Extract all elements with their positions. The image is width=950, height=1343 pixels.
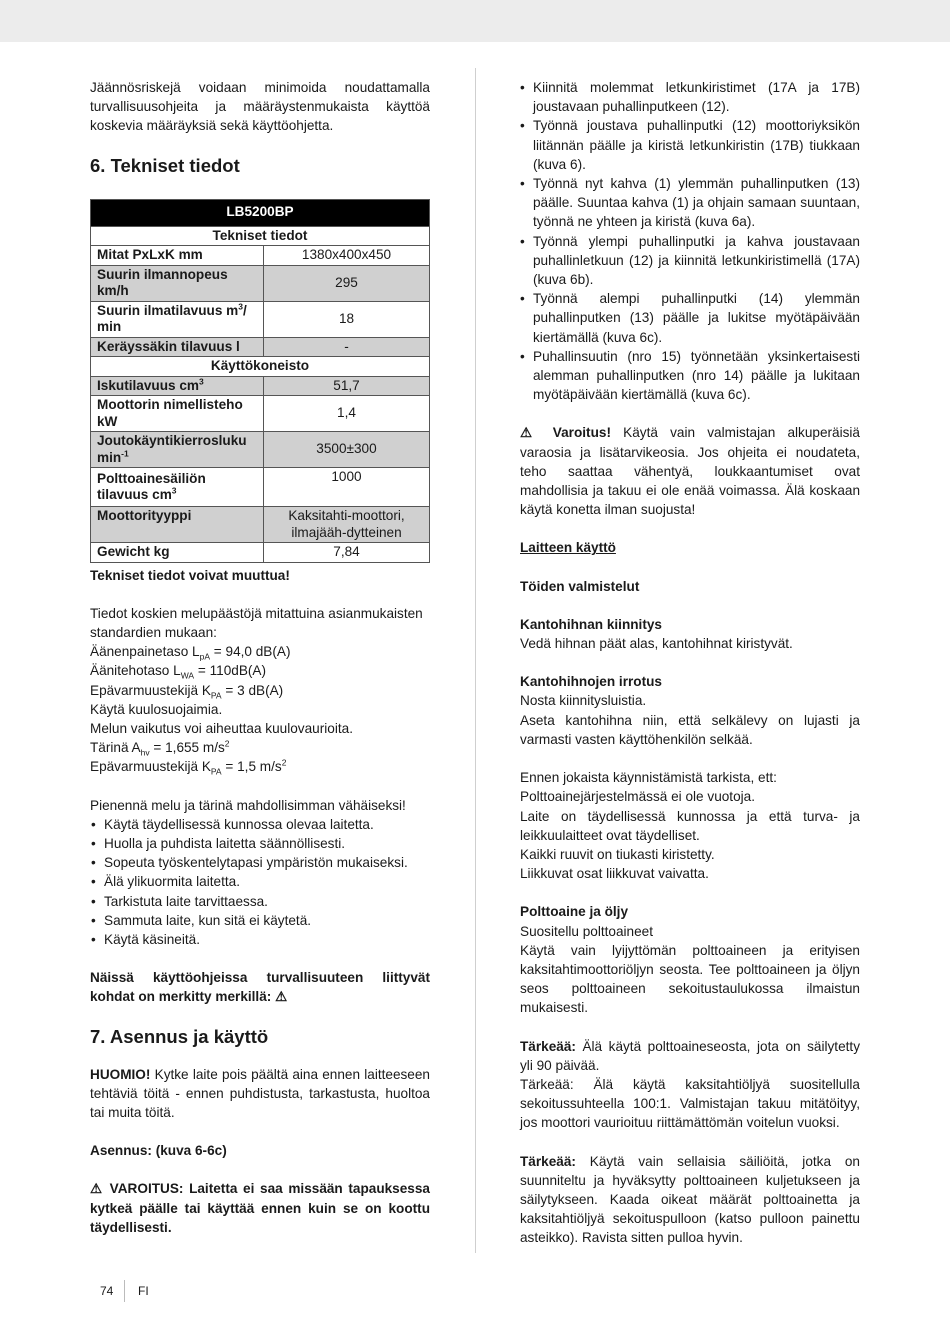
list-item: • Työnnä joustava puhallinputki (12) moottoriyksikön liitännän päälle ja kiristä letkunkiristin (17B) tiukkaan (kuva 6). (520, 116, 860, 174)
spec-value: 1000 (264, 468, 430, 507)
spec-key: Mitat PxLxK mm (91, 246, 264, 266)
list-item: • Huolla ja puhdista laitetta säännöllisesti. (90, 834, 430, 853)
spec-value: 7,84 (264, 543, 430, 563)
spec-value: 3500±300 (264, 432, 430, 468)
text: = 110dB(A) (194, 663, 267, 679)
check-item: Polttoainejärjestelmässä ei ole vuotoja. (520, 789, 756, 805)
noise-kpa (90, 681, 430, 700)
vibration-kpa (90, 757, 430, 776)
spec-value: Kaksitahti-moottori, ilmajääh-dytteinen (264, 507, 430, 543)
spec-key: Keräyssäkin tilavuus l (91, 337, 264, 357)
fuel-recommended: Suositellu polttoaineet (520, 923, 654, 939)
section-6-title: 6. Tekniset tiedot (90, 154, 240, 176)
spec-key (91, 376, 264, 396)
text: = 3 dB(A) (221, 682, 284, 698)
prep-heading: Töiden valmistelut (520, 578, 640, 594)
text: Tärinä A (90, 740, 141, 756)
list-item: • Sammuta laite, kun sitä ei käytetä. (90, 911, 430, 930)
warning-label: ⚠ Varoitus! (520, 425, 611, 441)
list-item: • Älä ylikuormita laitetta. (90, 872, 430, 891)
sub: WA (180, 671, 195, 682)
text: Epävarmuustekijä K (90, 759, 211, 775)
subject-to-change: Tekniset tiedot voivat muuttua! (90, 567, 290, 583)
huomio-paragraph (90, 1065, 430, 1123)
list-item: • Käytä täydellisessä kunnossa olevaa laitetta. (90, 815, 430, 834)
sub: pA (199, 651, 211, 662)
important-3 (520, 1152, 860, 1248)
vibration (90, 738, 430, 757)
spec-sup: -1 (121, 448, 129, 459)
list-item: • Työnnä alempi puhallinputki (14) ylemmän puhallinputken (13) päälle ja lukitse myötäpäivään kiertämällä (kuva 6c). (520, 289, 860, 347)
warning-paragraph (520, 423, 860, 519)
huomio-label: HUOMIO! (90, 1066, 151, 1082)
important-text: Älä käytä polttoaineseosta, jota on säilytetty yli 90 päivää. (520, 1038, 860, 1073)
spec-key-text: Iskutilavuus cm (97, 377, 199, 393)
spec-sup: 3 (199, 376, 204, 387)
section-7-title: 7. Asennus ja käyttö (90, 1025, 269, 1047)
list-item: • Käytä käsineitä. (90, 930, 430, 949)
huomio-text: Kytke laite pois päältä aina ennen laitteeseen tehtäviä töitä - ennen puhdistusta, tarkastusta, huoltoa tai muita töitä. (90, 1066, 430, 1121)
spec-value: 295 (264, 265, 430, 301)
list-item: • Kiinnitä molemmat letkunkiristimet (17A ja 17B) joustavaan puhallinputkeen (12). (520, 78, 860, 116)
hearing-damage: Melun vaikutus voi aiheuttaa kuulovaurioita. (90, 721, 353, 737)
reduce-noise: Pienennä melu ja tärinä mahdollisimman vähäiseksi! (90, 797, 406, 813)
footer-separator (124, 1280, 125, 1302)
check-item: Laite on täydellisessä kunnossa ja että turva- ja leikkuulaitteet ovat täydelliset. (520, 808, 860, 843)
list-item: • Sopeuta työskentelytapasi ympäristön mukaiseksi. (90, 853, 430, 872)
left-column (90, 78, 430, 1237)
release-text: Nosta kiinnitysluistia. (520, 693, 647, 709)
list-item: • Puhallinsuutin (nro 15) työnnetään yksinkertaisesti alemman puhallinputken (nro 14) päälle ja lukitaan myötäpäivään kiertämällä (kuva 6c). (520, 347, 860, 405)
spec-key (91, 301, 264, 337)
important-label: Tärkeää: (520, 1038, 576, 1054)
text: = 94,0 dB(A) (210, 644, 291, 660)
safety-marked-note: Näissä käyttöohjeissa turvallisuuteen liittyvät kohdat on merkitty merkillä: ⚠ (90, 970, 430, 1005)
important-1 (520, 1037, 860, 1075)
spec-key: Moottorityyppi (91, 507, 264, 543)
release-text: Aseta kantohihna niin, että selkälevy on lujasti ja varmasti vasten käyttöhenkilön selkää. (520, 712, 860, 747)
list-item: • Tarkistuta laite tarvittaessa. (90, 892, 430, 911)
sup: 2 (281, 757, 287, 768)
fuel-text: Käytä vain lyijyttömän polttoaineen ja erityisen kaksitahtimoottoriöljyn seosta. Tee polttoaineen ja öljyn seos polttoaineen sekoitustaulukossa ilmaistun mukaisesti. (520, 942, 860, 1016)
text: Äänenpainetaso L (90, 644, 200, 660)
noise-lpa (90, 642, 430, 661)
spec-key-text: Joutokäyntikierrosluku min (97, 433, 247, 465)
text: = 1,5 m/s (221, 759, 282, 775)
assembly-heading: Asennus: (kuva 6-6c) (90, 1143, 227, 1159)
spec-key: Suurin ilmannopeus km/h (91, 265, 264, 301)
check-item: Kaikki ruuvit on tiukasti kiristetty. (520, 846, 715, 862)
spec-value: 51,7 (264, 376, 430, 396)
column-divider (475, 68, 476, 1253)
text: Epävarmuustekijä K (90, 682, 211, 698)
important-text: Käytä vain sellaisia säiliöitä, jotka on suunniteltu ja hyväksytty polttoaineen kuljetukseen ja säilytykseen. Kaada oikeat määrät polttoainetta ja kaksitahtiöljyä sekoituspulloon (katso pulloon painettu asteikko). Ravista sitten pulloa hyvin. (520, 1153, 860, 1246)
assembly-steps (520, 78, 860, 404)
spec-group-drive: Käyttökoneisto (91, 357, 430, 377)
spec-model: LB5200BP (91, 199, 430, 226)
release-heading: Kantohihnojen irrotus (520, 674, 662, 690)
usage-heading: Laitteen käyttö (520, 540, 616, 556)
check-item: Liikkuvat osat liikkuvat vaivatta. (520, 866, 709, 882)
fuel-heading: Polttoaine ja öljy (520, 904, 629, 920)
strap-text: Vedä hihnan päät alas, kantohihnat kiristyvät. (520, 636, 793, 652)
spec-value: - (264, 337, 430, 357)
spec-value: 1,4 (264, 396, 430, 432)
warning-text: Käytä vain valmistajan alkuperäisiä varaosia ja lisätarvikeosia. Jos ohjeita ei noudateta, teho saattaa vähentyä, loukkaantumiset ovat mahdollisia ja takuu ei ole enää voimassa. Älä koskaan käytä konetta ilman suojusta! (520, 425, 860, 518)
spec-key (91, 432, 264, 468)
spec-key-text: Polttoainesäiliön tilavuus cm (97, 470, 206, 503)
list-item: • Työnnä ylempi puhallinputki ja kahva joustavaan puhallinletkuun (12) ja kiinnitä letkunkiristimellä (17A) (kuva 6b). (520, 232, 860, 290)
top-bar (0, 0, 950, 42)
page-number: 74 (100, 1284, 114, 1298)
spec-key: Moottorin nimellisteho kW (91, 396, 264, 432)
text: = 1,655 m/s (149, 740, 225, 756)
sub: PA (210, 767, 222, 778)
spec-sup: 3 (171, 485, 177, 496)
sup: 2 (224, 738, 230, 749)
spec-value: 18 (264, 301, 430, 337)
spec-group-technical: Tekniset tiedot (91, 226, 430, 246)
strap-heading: Kantohihnan kiinnitys (520, 616, 662, 632)
language-code: FI (138, 1284, 149, 1298)
noise-intro: Tiedot koskien melupäästöjä mitattuina asianmukaisten standardien mukaan: (90, 605, 423, 641)
important-label: Tärkeää: (520, 1153, 576, 1169)
ear-protection: Käytä kuulosuojaimia. (90, 701, 223, 717)
spec-key-text: / min (97, 302, 247, 335)
check-intro: Ennen jokaista käynnistämistä tarkista, ett: (520, 770, 777, 786)
varoitus-paragraph: ⚠ VAROITUS: Laitetta ei saa missään tapauksessa kytkeä päälle tai käyttää ennen kuin se on koottu täydellisesti. (90, 1181, 430, 1235)
noise-lwa (90, 661, 430, 680)
text: Äänitehotaso L (90, 663, 181, 679)
spec-sup: 3 (238, 301, 243, 312)
spec-key-text: Suurin ilmatilavuus m (97, 302, 239, 318)
sub: PA (210, 690, 222, 701)
list-item: • Työnnä nyt kahva (1) ylemmän puhallinputken (13) päälle. Suuntaa kahva (1) ja ohjain samaan suuntaan, työnnä ne yhteen ja kiristä (kuva 6a). (520, 174, 860, 232)
spec-table (90, 199, 430, 563)
spec-key: Gewicht kg (91, 543, 264, 563)
sub: hv (140, 747, 150, 758)
right-column (520, 78, 860, 1248)
spec-value: 1380x400x450 (264, 246, 430, 266)
spec-key (91, 468, 264, 507)
important-2: Tärkeää: Älä käytä kaksitahtiöljyä suositellulla sekoitussuhteella 100:1. Valmistajan takuu mitätöityy, jos moottori vaurioituu riittämättömän voitelun vuoksi. (520, 1076, 860, 1131)
intro-paragraph: Jäännösriskejä voidaan minimoida noudattamalla turvallisuusohjeita ja määräystenmukaista käyttöä koskevia määräyksiä sekä käyttöohjetta. (90, 80, 430, 134)
reduce-list (90, 815, 430, 949)
